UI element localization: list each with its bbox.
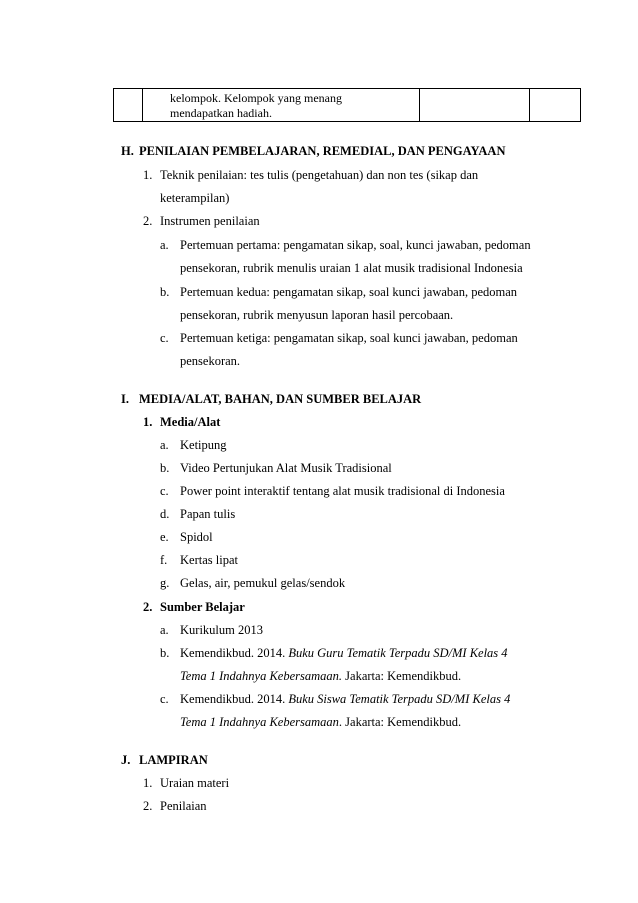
list-letter: a. bbox=[160, 623, 169, 637]
list-item-text: Spidol bbox=[180, 530, 213, 544]
top-table bbox=[113, 88, 581, 122]
list-item-text: Instrumen penilaian bbox=[160, 214, 260, 228]
list-item-text: Pertemuan pertama: pengamatan sikap, soal, kunci jawaban, pedoman bbox=[180, 238, 531, 252]
list-item-text: Kertas lipat bbox=[180, 553, 238, 567]
list-letter: c. bbox=[160, 484, 169, 498]
list-letter: g. bbox=[160, 576, 170, 590]
table-cell-empty bbox=[530, 89, 581, 122]
list-item-text: Uraian materi bbox=[160, 776, 230, 790]
list-item-text: Pertemuan ketiga: pengamatan sikap, soal kunci jawaban, pedoman bbox=[180, 331, 518, 345]
section-j-title: LAMPIRAN bbox=[139, 753, 208, 767]
list-item-text: Teknik penilaian: tes tulis (pengetahuan) dan non tes (sikap dan bbox=[160, 168, 479, 182]
list-item-text: Papan tulis bbox=[180, 507, 236, 521]
section-i-letter: I. bbox=[121, 392, 129, 406]
table-cell-line: mendapatkan hadiah. bbox=[170, 106, 272, 120]
list-number: 1. bbox=[143, 168, 153, 182]
reference-line bbox=[180, 670, 461, 683]
reference-title: Tema 1 Indahnya Kebersamaan. bbox=[180, 669, 343, 683]
list-item-text: Ketipung bbox=[180, 438, 227, 452]
list-letter: b. bbox=[160, 285, 170, 299]
list-number: 2. bbox=[143, 214, 153, 228]
list-item-text: pensekoran. bbox=[180, 354, 241, 368]
reference-title: Buku Guru Tematik Terpadu SD/MI Kelas 4 bbox=[288, 646, 508, 660]
table-cell-line: kelompok. Kelompok yang menang bbox=[170, 91, 342, 105]
reference-line bbox=[180, 716, 461, 729]
reference-line bbox=[180, 693, 510, 706]
section-h-letter: H. bbox=[121, 144, 134, 158]
reference-publisher: Jakarta: Kemendikbud. bbox=[342, 669, 462, 683]
section-j-letter: J. bbox=[121, 753, 131, 767]
list-letter: c. bbox=[160, 692, 169, 706]
list-number: 2. bbox=[143, 600, 153, 614]
table-cell-empty bbox=[114, 89, 143, 122]
reference-publisher: . Jakarta: Kemendikbud. bbox=[338, 715, 462, 729]
list-letter: b. bbox=[160, 646, 170, 660]
list-letter: b. bbox=[160, 461, 170, 475]
section-h-title: PENILAIAN PEMBELAJARAN, REMEDIAL, DAN PENGAYAAN bbox=[139, 144, 506, 158]
reference-author: Kemendikbud. 2014. bbox=[180, 692, 289, 706]
list-item-text: Penilaian bbox=[160, 799, 207, 813]
list-letter: d. bbox=[160, 507, 170, 521]
list-letter: e. bbox=[160, 530, 169, 544]
list-letter: c. bbox=[160, 331, 169, 345]
list-item-text: Pertemuan kedua: pengamatan sikap, soal kunci jawaban, pedoman bbox=[180, 285, 518, 299]
reference-author: Kemendikbud. 2014. bbox=[180, 646, 289, 660]
section-i-title: MEDIA/ALAT, BAHAN, DAN SUMBER BELAJAR bbox=[139, 392, 422, 406]
table-row bbox=[114, 89, 581, 122]
reference-title: Tema 1 Indahnya Kebersamaan bbox=[180, 715, 339, 729]
list-letter: f. bbox=[160, 553, 168, 567]
list-item-text: Gelas, air, pemukul gelas/sendok bbox=[180, 576, 346, 590]
list-letter: a. bbox=[160, 238, 169, 252]
list-item-text: Kurikulum 2013 bbox=[180, 623, 263, 637]
list-item-text: pensekoran, rubrik menyusun laporan hasil percobaan. bbox=[180, 308, 454, 322]
list-item-text: Video Pertunjukan Alat Musik Tradisional bbox=[180, 461, 392, 475]
sumber-heading: Sumber Belajar bbox=[160, 600, 245, 614]
media-heading: Media/Alat bbox=[160, 415, 221, 429]
reference-title: Buku Siswa Tematik Terpadu SD/MI Kelas 4 bbox=[288, 692, 511, 706]
table-cell-empty bbox=[420, 89, 530, 122]
list-number: 2. bbox=[143, 799, 153, 813]
list-item-text: Power point interaktif tentang alat musik tradisional di Indonesia bbox=[180, 484, 505, 498]
reference-line bbox=[180, 647, 508, 660]
list-item-text: pensekoran, rubrik menulis uraian 1 alat musik tradisional Indonesia bbox=[180, 261, 523, 275]
list-letter: a. bbox=[160, 438, 169, 452]
list-item-text: keterampilan) bbox=[160, 191, 230, 205]
table-cell-activity bbox=[143, 89, 420, 122]
list-number: 1. bbox=[143, 415, 153, 429]
list-number: 1. bbox=[143, 776, 153, 790]
